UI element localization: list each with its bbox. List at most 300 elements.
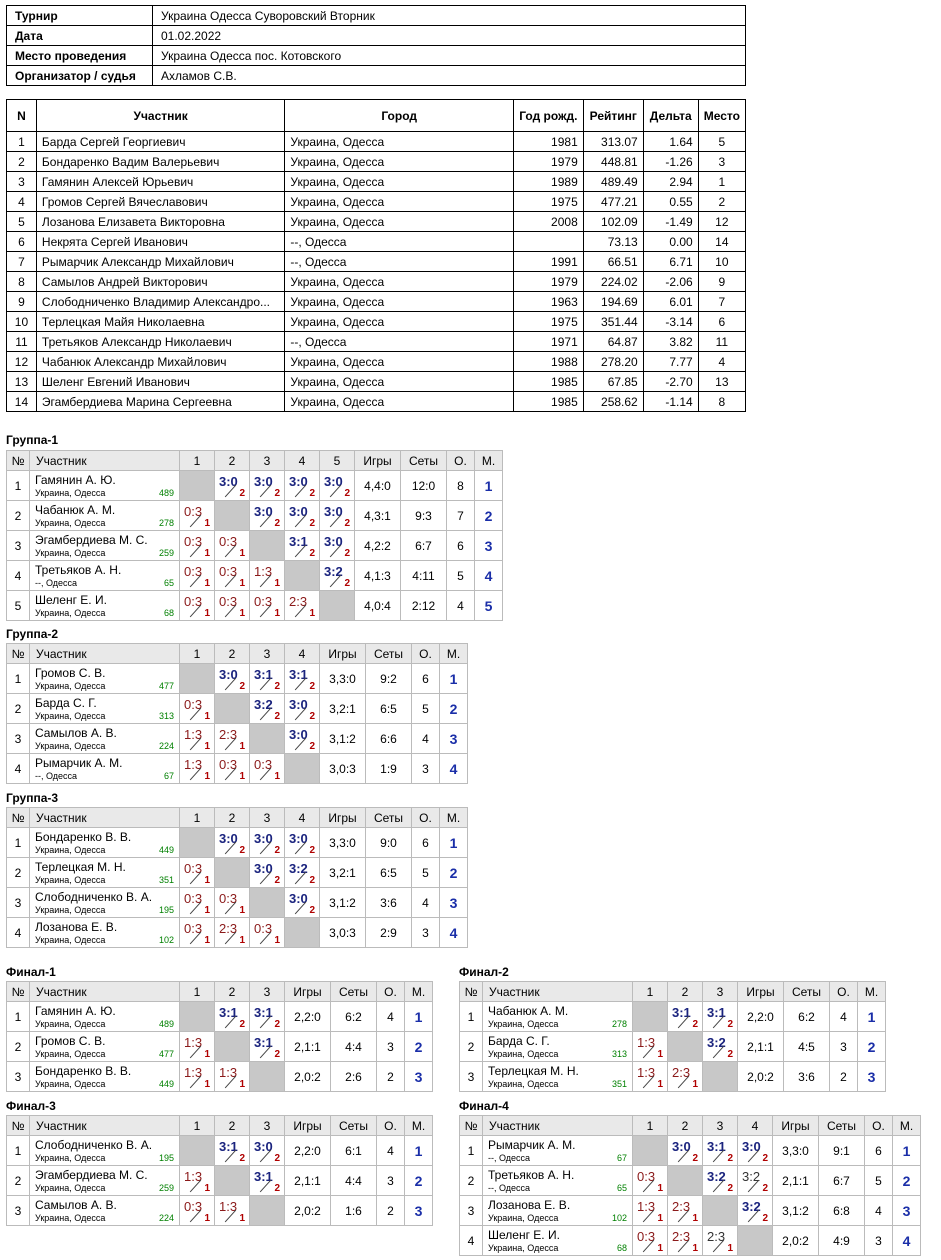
score-cell xyxy=(180,724,215,754)
player-cell[interactable] xyxy=(30,471,180,501)
participants-cell: Громов Сергей Вячеславович xyxy=(36,192,284,212)
group-header: Участник xyxy=(30,451,180,471)
player-number: 1 xyxy=(7,828,30,858)
player-name: Громов С. В. xyxy=(35,1034,106,1048)
player-cell[interactable] xyxy=(30,1136,180,1166)
player-number: 4 xyxy=(7,754,30,784)
player-rating: 259 xyxy=(158,1183,174,1193)
match-score: 3:0 xyxy=(254,861,273,876)
participants-cell: 1985 xyxy=(513,392,583,412)
info-label: Организатор / судья xyxy=(7,66,153,86)
group-header: 3 xyxy=(250,644,285,664)
score-cell xyxy=(668,1002,703,1032)
match-score: 3:1 xyxy=(289,534,308,549)
player-rating: 477 xyxy=(158,681,174,691)
diagonal-cell xyxy=(215,501,250,531)
match-score: 2:3 xyxy=(707,1229,726,1244)
match-score: 0:3 xyxy=(184,594,203,609)
score-cell xyxy=(668,1136,703,1166)
player-number: 1 xyxy=(7,1002,30,1032)
diagonal-cell xyxy=(738,1226,773,1256)
match-score: 3:0 xyxy=(289,891,308,906)
sets-cell: 6:8 xyxy=(819,1196,865,1226)
match-points: 1 xyxy=(239,1079,245,1090)
participants-cell: 489.49 xyxy=(583,172,643,192)
games-cell: 2,1:1 xyxy=(285,1166,331,1196)
group-header: Участник xyxy=(30,644,180,664)
tournament-info-table xyxy=(6,5,746,86)
player-number: 2 xyxy=(460,1166,483,1196)
player-cell[interactable] xyxy=(483,1226,633,1256)
player-name: Слободниченко В. А. xyxy=(35,1138,153,1152)
match-points: 2 xyxy=(239,681,245,692)
group-header: Сеты xyxy=(331,1116,377,1136)
participants-cell: Украина, Одесса xyxy=(285,172,514,192)
match-points: 1 xyxy=(239,608,245,619)
player-cell[interactable] xyxy=(30,828,180,858)
match-points: 2 xyxy=(239,1153,245,1164)
score-cell xyxy=(285,501,320,531)
player-name: Самылов А. В. xyxy=(35,1198,117,1212)
player-name: Гамянин А. Ю. xyxy=(35,1004,116,1018)
participants-cell: 351.44 xyxy=(583,312,643,332)
group-table xyxy=(6,450,503,621)
player-cell[interactable] xyxy=(30,501,180,531)
place-cell: 3 xyxy=(440,724,468,754)
score-cell xyxy=(285,828,320,858)
score-cell xyxy=(668,1062,703,1092)
match-points: 2 xyxy=(274,1019,280,1030)
player-number: 3 xyxy=(460,1062,483,1092)
group-header: Сеты xyxy=(401,451,447,471)
match-score: 3:0 xyxy=(219,474,238,489)
table-row xyxy=(7,132,746,152)
place-cell: 1 xyxy=(858,1002,886,1032)
diagonal-cell xyxy=(285,561,320,591)
match-points: 1 xyxy=(204,935,210,946)
games-cell: 3,1:2 xyxy=(320,888,366,918)
games-cell: 3,1:2 xyxy=(773,1196,819,1226)
games-cell: 2,0:2 xyxy=(285,1062,331,1092)
player-cell[interactable] xyxy=(30,694,180,724)
sets-cell: 6:1 xyxy=(331,1136,377,1166)
player-cell[interactable] xyxy=(30,918,180,948)
group-header: Игры xyxy=(773,1116,819,1136)
group-header: Игры xyxy=(738,982,784,1002)
participants-cell: 67.85 xyxy=(583,372,643,392)
sets-cell: 6:2 xyxy=(784,1002,830,1032)
score-cell xyxy=(180,531,215,561)
points-cell: 2 xyxy=(377,1196,405,1226)
player-name: Чабанюк А. М. xyxy=(488,1004,569,1018)
games-cell: 3,3:0 xyxy=(320,828,366,858)
participants-cell: Украина, Одесса xyxy=(285,352,514,372)
games-cell: 4,4:0 xyxy=(355,471,401,501)
points-cell: 5 xyxy=(447,561,475,591)
match-points: 2 xyxy=(762,1153,768,1164)
match-points: 1 xyxy=(204,875,210,886)
participants-table xyxy=(6,99,746,412)
participants-header[interactable]: N xyxy=(7,100,37,132)
sets-cell: 1:6 xyxy=(331,1196,377,1226)
participants-cell: Некрята Сергей Иванович xyxy=(36,232,284,252)
match-points: 1 xyxy=(204,518,210,529)
match-score: 3:0 xyxy=(219,831,238,846)
player-number: 4 xyxy=(7,918,30,948)
match-points: 2 xyxy=(309,488,315,499)
player-cell[interactable] xyxy=(483,1166,633,1196)
player-number: 3 xyxy=(460,1196,483,1226)
group-header: О. xyxy=(377,1116,405,1136)
match-points: 2 xyxy=(309,875,315,886)
participants-header[interactable]: Год рожд. xyxy=(513,100,583,132)
info-value: Украина Одесса пос. Котовского xyxy=(153,46,746,66)
place-cell: 3 xyxy=(893,1196,921,1226)
score-cell xyxy=(215,724,250,754)
score-cell xyxy=(250,694,285,724)
diagonal-cell xyxy=(633,1136,668,1166)
match-score: 0:3 xyxy=(254,921,273,936)
diagonal-cell xyxy=(250,1196,285,1226)
table-row xyxy=(460,1166,921,1196)
points-cell: 4 xyxy=(412,724,440,754)
group-header: 5 xyxy=(320,451,355,471)
match-points: 1 xyxy=(204,905,210,916)
player-rating: 489 xyxy=(158,1019,174,1029)
participants-cell: 1979 xyxy=(513,152,583,172)
match-score: 0:3 xyxy=(184,891,203,906)
participants-cell: 3.82 xyxy=(643,332,698,352)
participants-cell: 9 xyxy=(7,292,37,312)
place-cell: 2 xyxy=(858,1032,886,1062)
player-name: Гамянин А. Ю. xyxy=(35,473,116,487)
score-cell xyxy=(285,694,320,724)
participants-cell: 7 xyxy=(698,292,745,312)
player-cell[interactable] xyxy=(30,858,180,888)
table-row xyxy=(7,352,746,372)
match-score: 2:3 xyxy=(219,921,238,936)
table-row xyxy=(7,252,746,272)
diagonal-cell xyxy=(703,1062,738,1092)
player-cell[interactable] xyxy=(483,1136,633,1166)
group-title: Финал-1 xyxy=(6,965,56,979)
group-header: 1 xyxy=(180,808,215,828)
match-points: 2 xyxy=(727,1183,733,1194)
games-cell: 3,0:3 xyxy=(320,754,366,784)
match-score: 0:3 xyxy=(184,861,203,876)
player-city: Украина, Одесса xyxy=(488,1243,559,1253)
participants-cell: 1975 xyxy=(513,192,583,212)
player-cell[interactable] xyxy=(30,561,180,591)
player-name: Эгамбердиева М. С. xyxy=(35,1168,148,1182)
points-cell: 2 xyxy=(377,1062,405,1092)
group-header: Участник xyxy=(483,982,633,1002)
score-cell xyxy=(320,501,355,531)
player-city: Украина, Одесса xyxy=(35,608,106,618)
player-number: 2 xyxy=(7,1166,30,1196)
place-cell: 1 xyxy=(405,1136,433,1166)
table-row xyxy=(7,918,468,948)
player-rating: 102 xyxy=(158,935,174,945)
score-cell xyxy=(285,531,320,561)
player-name: Чабанюк А. М. xyxy=(35,503,116,517)
player-number: 3 xyxy=(7,888,30,918)
match-points: 1 xyxy=(657,1213,663,1224)
match-score: 3:0 xyxy=(324,534,343,549)
place-cell: 3 xyxy=(405,1196,433,1226)
points-cell: 4 xyxy=(447,591,475,621)
player-city: --, Одесса xyxy=(488,1183,531,1193)
points-cell: 3 xyxy=(377,1032,405,1062)
match-score: 3:2 xyxy=(707,1169,726,1184)
group-header: М. xyxy=(858,982,886,1002)
participants-cell: Шеленг Евгений Иванович xyxy=(36,372,284,392)
place-cell: 2 xyxy=(440,858,468,888)
score-cell xyxy=(250,1002,285,1032)
match-points: 1 xyxy=(239,578,245,589)
participants-header[interactable]: Дельта xyxy=(643,100,698,132)
match-points: 2 xyxy=(274,488,280,499)
group-header: 4 xyxy=(285,808,320,828)
participants-header[interactable]: Город xyxy=(285,100,514,132)
match-score: 3:0 xyxy=(289,727,308,742)
player-rating: 489 xyxy=(158,488,174,498)
player-city: --, Одесса xyxy=(35,771,78,781)
score-cell xyxy=(215,918,250,948)
score-cell xyxy=(250,471,285,501)
match-points: 2 xyxy=(727,1049,733,1060)
player-cell[interactable] xyxy=(30,1002,180,1032)
score-cell xyxy=(250,591,285,621)
participants-cell: 6.01 xyxy=(643,292,698,312)
group-header: О. xyxy=(412,644,440,664)
player-name: Третьяков А. Н. xyxy=(488,1168,575,1182)
sets-cell: 6:7 xyxy=(401,531,447,561)
group-header: 4 xyxy=(285,451,320,471)
match-points: 1 xyxy=(204,1049,210,1060)
player-cell[interactable] xyxy=(483,1062,633,1092)
participants-cell: Терлецкая Майя Николаевна xyxy=(36,312,284,332)
player-cell[interactable] xyxy=(30,1166,180,1196)
match-score: 3:0 xyxy=(289,474,308,489)
table-row xyxy=(460,1196,921,1226)
player-name: Шеленг Е. И. xyxy=(35,593,107,607)
player-cell[interactable] xyxy=(30,1196,180,1226)
player-cell[interactable] xyxy=(30,1032,180,1062)
match-score: 3:1 xyxy=(254,1005,273,1020)
match-score: 3:0 xyxy=(289,831,308,846)
table-row xyxy=(7,232,746,252)
match-points: 2 xyxy=(274,518,280,529)
participants-cell: 2.94 xyxy=(643,172,698,192)
participants-cell: Барда Сергей Георгиевич xyxy=(36,132,284,152)
info-row xyxy=(7,26,746,46)
group-header: О. xyxy=(377,982,405,1002)
participants-cell: 1979 xyxy=(513,272,583,292)
points-cell: 3 xyxy=(377,1166,405,1196)
score-cell xyxy=(250,828,285,858)
player-cell[interactable] xyxy=(30,1062,180,1092)
player-number: 3 xyxy=(7,1196,30,1226)
score-cell xyxy=(180,754,215,784)
diagonal-cell xyxy=(250,1062,285,1092)
group-header: 1 xyxy=(180,1116,215,1136)
table-row xyxy=(7,192,746,212)
match-score: 3:2 xyxy=(324,564,343,579)
diagonal-cell xyxy=(668,1166,703,1196)
participants-cell: 6 xyxy=(698,312,745,332)
points-cell: 3 xyxy=(830,1032,858,1062)
participants-cell: -1.26 xyxy=(643,152,698,172)
player-cell[interactable] xyxy=(30,724,180,754)
player-cell[interactable] xyxy=(483,1002,633,1032)
match-points: 1 xyxy=(204,608,210,619)
score-cell xyxy=(180,1196,215,1226)
score-cell xyxy=(738,1166,773,1196)
group-header: 2 xyxy=(215,451,250,471)
match-points: 1 xyxy=(204,548,210,559)
table-row xyxy=(7,212,746,232)
match-points: 2 xyxy=(309,548,315,559)
match-score: 3:1 xyxy=(707,1005,726,1020)
match-score: 3:0 xyxy=(289,504,308,519)
player-cell[interactable] xyxy=(30,531,180,561)
participants-header[interactable]: Участник xyxy=(36,100,284,132)
table-row xyxy=(7,664,468,694)
match-points: 2 xyxy=(239,488,245,499)
player-cell[interactable] xyxy=(30,888,180,918)
match-score: 3:0 xyxy=(324,504,343,519)
participants-cell: Украина, Одесса xyxy=(285,372,514,392)
score-cell xyxy=(180,918,215,948)
match-score: 0:3 xyxy=(637,1229,656,1244)
match-points: 1 xyxy=(239,1213,245,1224)
participants-cell: 3 xyxy=(698,152,745,172)
match-points: 1 xyxy=(204,1079,210,1090)
score-cell xyxy=(180,1032,215,1062)
match-score: 3:0 xyxy=(254,474,273,489)
score-cell xyxy=(703,1032,738,1062)
player-cell[interactable] xyxy=(30,591,180,621)
group-header: Игры xyxy=(355,451,401,471)
player-city: Украина, Одесса xyxy=(488,1049,559,1059)
games-cell: 4,2:2 xyxy=(355,531,401,561)
points-cell: 3 xyxy=(865,1226,893,1256)
match-score: 3:2 xyxy=(742,1169,761,1184)
player-cell[interactable] xyxy=(30,664,180,694)
participants-cell: 1988 xyxy=(513,352,583,372)
group-title: Финал-2 xyxy=(459,965,509,979)
table-row xyxy=(7,1196,433,1226)
group-header: № xyxy=(7,982,30,1002)
player-name: Барда С. Г. xyxy=(35,696,97,710)
participants-cell: 1989 xyxy=(513,172,583,192)
points-cell: 4 xyxy=(865,1196,893,1226)
match-points: 2 xyxy=(309,741,315,752)
player-name: Шеленг Е. И. xyxy=(488,1228,560,1242)
match-score: 3:2 xyxy=(289,861,308,876)
group-header: Сеты xyxy=(784,982,830,1002)
participants-cell: 6 xyxy=(7,232,37,252)
player-city: Украина, Одесса xyxy=(35,711,106,721)
participants-cell: Чабанюк Александр Михайлович xyxy=(36,352,284,372)
participants-cell: 10 xyxy=(698,252,745,272)
games-cell: 2,0:2 xyxy=(773,1226,819,1256)
participants-cell: 14 xyxy=(698,232,745,252)
group-header: Сеты xyxy=(331,982,377,1002)
place-cell: 1 xyxy=(440,828,468,858)
participants-cell: 313.07 xyxy=(583,132,643,152)
games-cell: 2,0:2 xyxy=(738,1062,784,1092)
match-points: 2 xyxy=(309,681,315,692)
player-city: Украина, Одесса xyxy=(35,548,106,558)
group-title: Группа-3 xyxy=(6,791,59,805)
score-cell xyxy=(703,1226,738,1256)
participants-cell: 0.00 xyxy=(643,232,698,252)
player-name: Бондаренко В. В. xyxy=(35,830,132,844)
sets-cell: 12:0 xyxy=(401,471,447,501)
score-cell xyxy=(215,531,250,561)
group-header: О. xyxy=(447,451,475,471)
group-header: Игры xyxy=(285,1116,331,1136)
player-rating: 477 xyxy=(158,1049,174,1059)
player-number: 1 xyxy=(460,1002,483,1032)
score-cell xyxy=(215,591,250,621)
player-rating: 65 xyxy=(163,578,174,588)
place-cell: 1 xyxy=(893,1136,921,1166)
match-points: 2 xyxy=(274,1153,280,1164)
sets-cell: 9:0 xyxy=(366,828,412,858)
place-cell: 5 xyxy=(475,591,503,621)
score-cell xyxy=(633,1166,668,1196)
participants-header[interactable]: Место xyxy=(698,100,745,132)
match-score: 3:2 xyxy=(707,1035,726,1050)
group-header: 2 xyxy=(215,644,250,664)
match-points: 1 xyxy=(657,1243,663,1254)
match-score: 3:0 xyxy=(289,697,308,712)
table-row xyxy=(7,152,746,172)
player-name: Лозанова Е. В. xyxy=(35,920,118,934)
participants-cell: Третьяков Александр Николаевич xyxy=(36,332,284,352)
player-rating: 68 xyxy=(163,608,174,618)
match-score: 1:3 xyxy=(637,1199,656,1214)
player-cell[interactable] xyxy=(483,1196,633,1226)
player-number: 1 xyxy=(7,1136,30,1166)
player-cell[interactable] xyxy=(483,1032,633,1062)
place-cell: 4 xyxy=(893,1226,921,1256)
match-score: 1:3 xyxy=(184,1169,203,1184)
player-rating: 278 xyxy=(158,518,174,528)
participants-cell: Самылов Андрей Викторович xyxy=(36,272,284,292)
match-points: 2 xyxy=(309,711,315,722)
diagonal-cell xyxy=(320,591,355,621)
group-header: 4 xyxy=(285,644,320,664)
score-cell xyxy=(180,1062,215,1092)
player-rating: 102 xyxy=(611,1213,627,1223)
player-name: Терлецкая М. Н. xyxy=(35,860,126,874)
participants-header[interactable]: Рейтинг xyxy=(583,100,643,132)
match-points: 1 xyxy=(204,741,210,752)
player-name: Рымарчик А. М. xyxy=(488,1138,576,1152)
score-cell xyxy=(320,531,355,561)
player-number: 5 xyxy=(7,591,30,621)
score-cell xyxy=(320,561,355,591)
games-cell: 3,3:0 xyxy=(320,664,366,694)
group-header: 2 xyxy=(215,1116,250,1136)
player-rating: 449 xyxy=(158,1079,174,1089)
player-cell[interactable] xyxy=(30,754,180,784)
player-number: 1 xyxy=(460,1136,483,1166)
